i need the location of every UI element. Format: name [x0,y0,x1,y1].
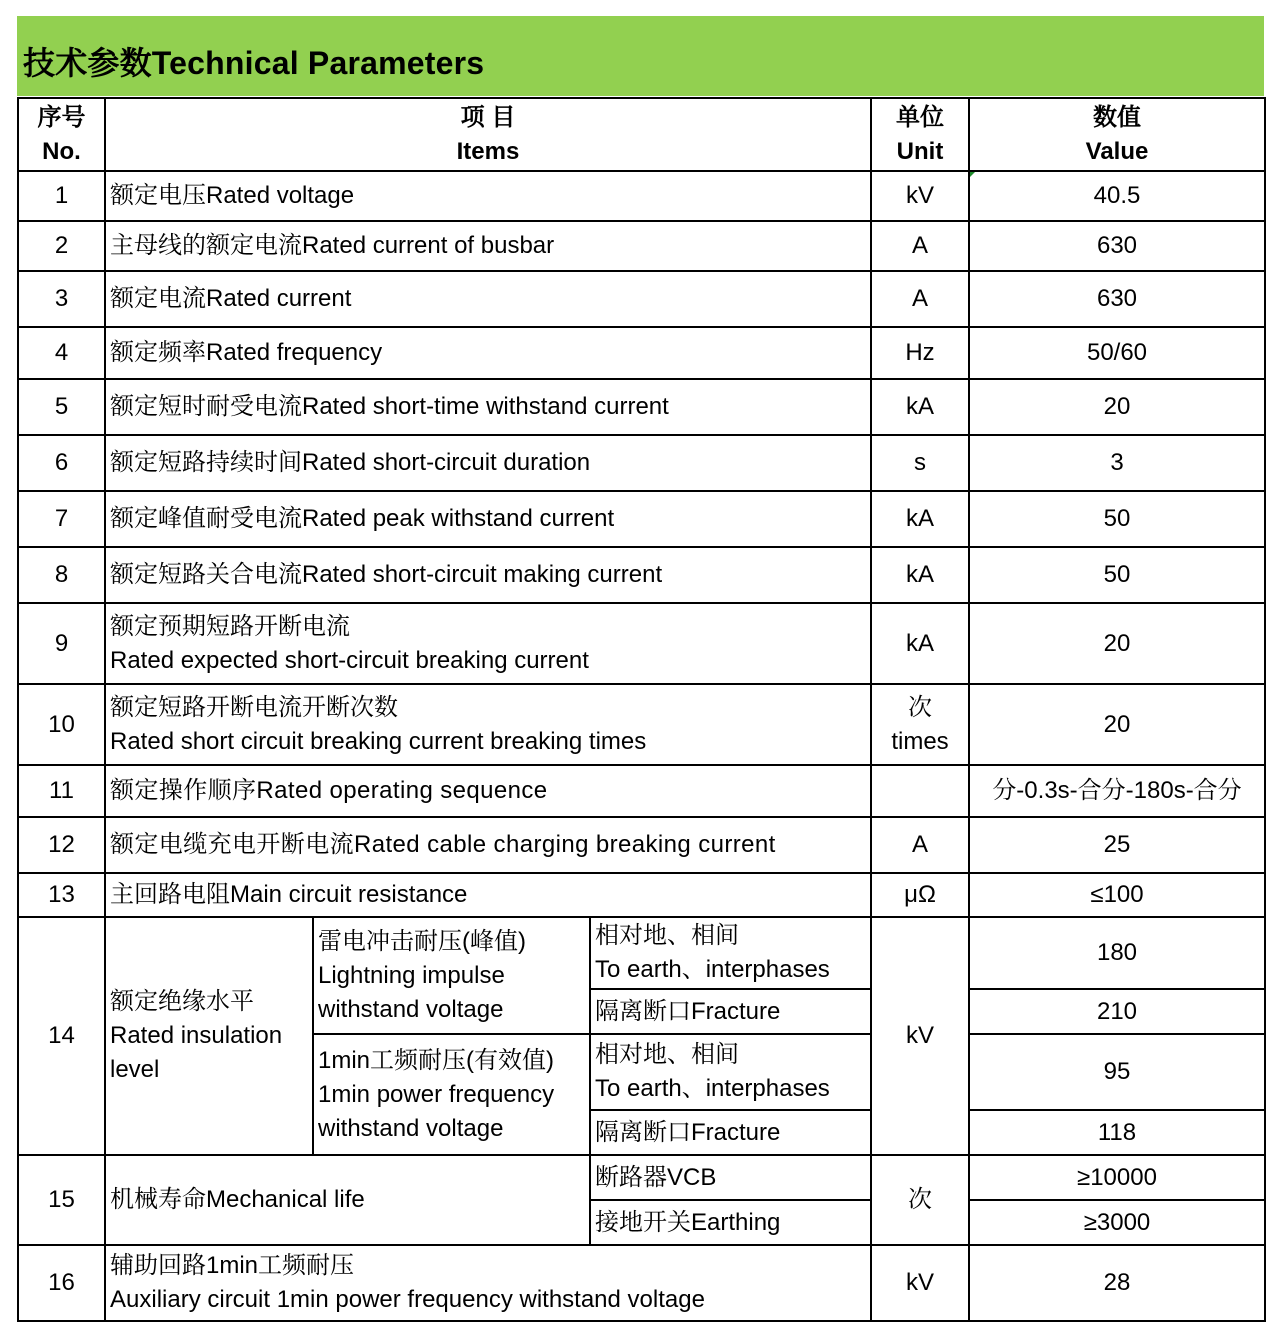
row-value: 25 [969,817,1265,873]
row-item-cn: 额定预期短路开断电流 [110,612,350,640]
row-item-cn: 辅助回路1min工频耐压 [110,1252,355,1279]
row-number: 4 [18,327,105,379]
row-unit: A [871,271,969,327]
row-unit: kA [871,603,969,684]
row-value: 118 [969,1110,1265,1155]
row-value: 分-0.3s-合分-180s-合分 [969,765,1265,817]
row-unit: μΩ [871,873,969,917]
row-unit: kV [871,917,969,1155]
row-number: 8 [18,547,105,603]
row-value: 40.5 [969,171,1265,221]
row-value: 50 [969,547,1265,603]
mechanical-life-item: 机械寿命Mechanical life [105,1155,590,1245]
row-value: 180 [969,917,1265,989]
row-item: 主回路电阻Main circuit resistance [105,873,871,917]
header-value: 数值 Value [969,98,1265,171]
row-unit: A [871,221,969,271]
row-item-en: Rated expected short-circuit breaking current [110,646,589,674]
row-value: 28 [969,1245,1265,1321]
row-item [105,603,871,684]
header-row [18,98,1265,171]
row-value: 3 [969,435,1265,491]
fracture: 隔离断口Fracture [590,989,871,1034]
row-unit: kV [871,1245,969,1321]
power-frequency: 1min工频耐压(有效值) 1min power frequency withstand voltage [313,1034,590,1155]
table-row [18,603,1265,684]
parameters-table [17,97,1266,1322]
row-number: 3 [18,271,105,327]
row-unit: Hz [871,327,969,379]
row-number: 7 [18,491,105,547]
table-row [18,873,1265,917]
row-unit: kV [871,171,969,221]
row-value: 20 [969,603,1265,684]
row-item: 额定电缆充电开断电流Rated cable charging breaking current [105,817,871,873]
row-unit: s [871,435,969,491]
row-value: 95 [969,1034,1265,1110]
to-earth-interphases: 相对地、相间 To earth、interphases [590,917,871,989]
table-row [18,491,1265,547]
row-unit: 次 times [871,684,969,765]
row-item: 额定频率Rated frequency [105,327,871,379]
row-value: ≥3000 [969,1200,1265,1245]
table-row [18,684,1265,765]
row-unit: kA [871,491,969,547]
table-row [18,221,1265,271]
row-value: 50 [969,491,1265,547]
row-item [105,1245,871,1321]
table-row [18,817,1265,873]
row-item-cn: 额定短路开断电流开断次数 [110,693,398,721]
row-number: 1 [18,171,105,221]
header-items: 项 目 Items [105,98,871,171]
to-earth-interphases: 相对地、相间 To earth、interphases [590,1034,871,1110]
title-bar [17,16,1264,96]
row-value: 50/60 [969,327,1265,379]
row-number: 14 [18,917,105,1155]
row-number: 11 [18,765,105,817]
page-title: 技术参数Technical Parameters [23,45,485,81]
row-item [105,684,871,765]
row-unit [871,765,969,817]
table-row [18,547,1265,603]
fracture: 隔离断口Fracture [590,1110,871,1155]
table-row [18,171,1265,221]
row-value: 20 [969,379,1265,435]
row-number: 2 [18,221,105,271]
row-value: 210 [969,989,1265,1034]
row-item: 额定操作顺序Rated operating sequence [105,765,871,817]
row-number: 10 [18,684,105,765]
row-number: 6 [18,435,105,491]
table-row-insulation [18,917,1265,989]
row-item: 额定短路持续时间Rated short-circuit duration [105,435,871,491]
row-unit: A [871,817,969,873]
row-number: 12 [18,817,105,873]
table-row [18,1245,1265,1321]
row-item: 额定峰值耐受电流Rated peak withstand current [105,491,871,547]
row-unit: 次 [871,1155,969,1245]
row-number: 9 [18,603,105,684]
row-item-en: Rated short circuit breaking current breaking times [110,727,647,755]
row-number: 16 [18,1245,105,1321]
row-number: 13 [18,873,105,917]
earthing: 接地开关Earthing [590,1200,871,1245]
row-number: 15 [18,1155,105,1245]
row-item: 额定电压Rated voltage [105,171,871,221]
row-value: 630 [969,221,1265,271]
row-number: 5 [18,379,105,435]
table-row [18,271,1265,327]
row-item: 额定电流Rated current [105,271,871,327]
table-row [18,379,1265,435]
row-item-en: Auxiliary circuit 1min power frequency withstand voltage [110,1286,705,1313]
table-row-mechanical-life [18,1155,1265,1200]
vcb: 断路器VCB [590,1155,871,1200]
row-unit: kA [871,379,969,435]
header-unit: 单位 Unit [871,98,969,171]
row-item: 主母线的额定电流Rated current of busbar [105,221,871,271]
row-value: 630 [969,271,1265,327]
table-row [18,435,1265,491]
row-value: ≥10000 [969,1155,1265,1200]
row-item: 额定短路关合电流Rated short-circuit making current [105,547,871,603]
row-value: ≤100 [969,873,1265,917]
table-row [18,327,1265,379]
row-value: 20 [969,684,1265,765]
row-item: 额定短时耐受电流Rated short-time withstand current [105,379,871,435]
header-no: 序号 No. [18,98,105,171]
table-row [18,765,1265,817]
row-unit: kA [871,547,969,603]
insulation-item: 额定绝缘水平 Rated insulation level [105,917,313,1155]
lightning-impulse: 雷电冲击耐压(峰值) Lightning impulse withstand voltage [313,917,590,1034]
